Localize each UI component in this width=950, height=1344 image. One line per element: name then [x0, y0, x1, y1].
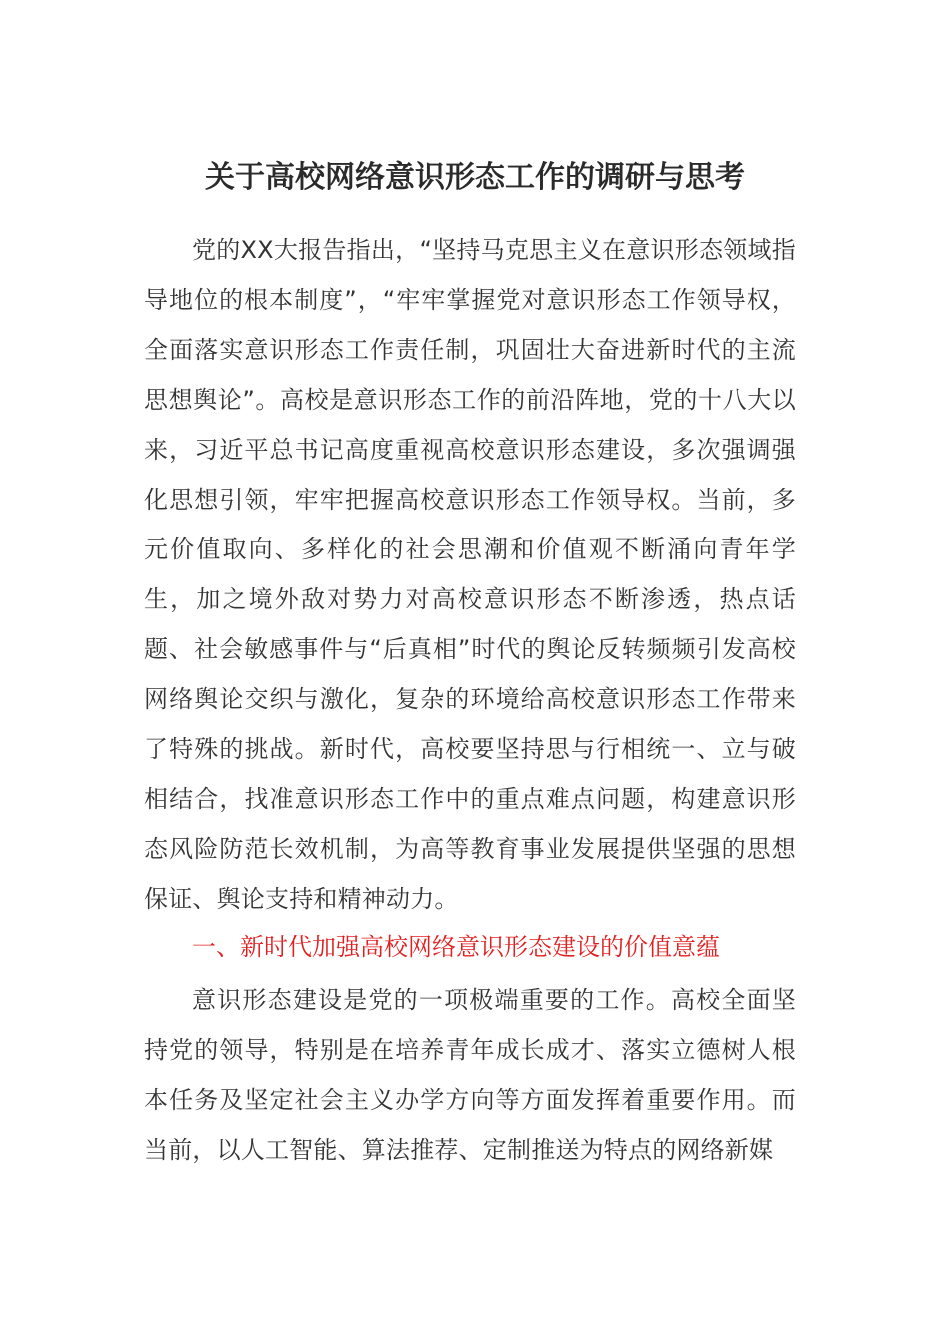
document-title: 关于高校网络意识形态工作的调研与思考 [205, 160, 745, 195]
section-heading: 一、新时代加强高校网络意识形态建设的价值意蕴 [192, 933, 720, 961]
section-paragraph: 意识形态建设是党的一项极端重要的工作。高校全面坚持党的领导，特别是在培养青年成长成才、落实立德树人根本任务及坚定社会主义办学方向等方面发挥着重要作用。而当前，以人工智能、算法推荐、定制推送为特点的网络新媒 [144, 986, 796, 1164]
intro-paragraph: 党的XX大报告指出，“坚持马克思主义在意识形态领域指导地位的根本制度”，“牢牢掌握党对意识形态工作领导权，全面落实意识形态工作责任制，巩固壮大奋进新时代的主流思想舆论”。高校是意识形态工作的前沿阵地，党的十八大以来，习近平总书记高度重视高校意识形态建设，多次强调强化思想引领，牢牢把握高校意识形态工作领导权。当前，多元价值取向、多样化的社会思潮和价值观不断涌向青年学生，加之境外敌对势力对高校意识形态不断渗透，热点话题、社会敏感事件与“后真相”时代的舆论反转频频引发高校网络舆论交织与激化，复杂的环境给高校意识形态工作带来了特殊的挑战。新时代，高校要坚持思与行相统一、立与破相结合，找准意识形态工作中的重点难点问题，构建意识形态风险防范长效机制，为高等教育事业发展提供坚强的思想保证、舆论支持和精神动力。 [144, 236, 796, 913]
